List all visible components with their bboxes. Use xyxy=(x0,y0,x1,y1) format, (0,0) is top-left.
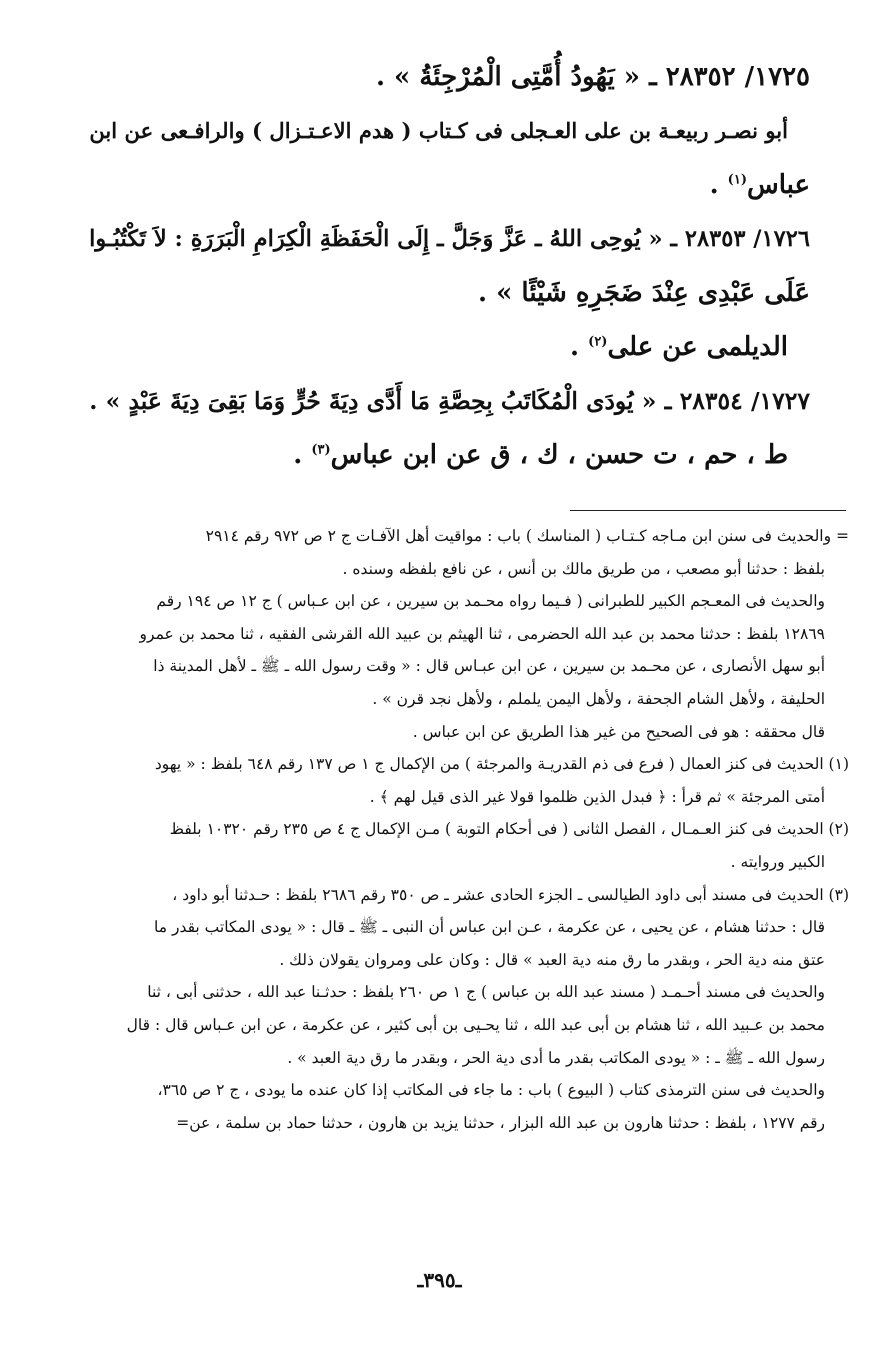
footnote-line: عتق منه دية الحر ، وبقدر ما رق منه دية العبد » قال : وكان على ومروان يقولان ذلك . xyxy=(279,950,825,969)
footnote-line: والحديث فى سنن الترمذى كتاب ( البيوع ) باب : ما جاء فى المكاتب إذا كان عنده ما يودى ، ج ٢ ص ٣٦٥، xyxy=(157,1081,825,1100)
source-1726 xyxy=(78,328,810,366)
footnote-line: رسول الله ـ ﷺ ـ : « يودى المكاتب بقدر ما أدى دية الحر ، وبقدر ما رق دية العبد » . xyxy=(287,1048,825,1067)
source-1725-cont xyxy=(78,166,810,204)
footnote-ref-3: (٣) xyxy=(311,442,331,458)
footnote-line: بلفظ : حدثنا أبو مصعب ، من طريق مالك بن أنس ، عن نافع بلفظه وسنده . xyxy=(342,559,825,578)
source-1726-text: الديلمى عن على xyxy=(607,332,788,362)
footnote-3: (٣) الحديث فى مسند أبى داود الطيالسى ـ الجزء الحادى عشر ـ ص ٣٥٠ رقم ٢٦٨٦ بلفظ : حـدثنا أبو داود ، xyxy=(172,885,849,904)
footnote-2: (٢) الحديث فى كنز العـمـال ، الفصل الثانى ( فى أحكام التوبة ) مـن الإكمال ج ٤ ص ٢٣٥ رقم ١٠٣٢٠ بلفظ xyxy=(169,820,849,839)
footnote-line: قال : حدثنا هشام ، عن يحيى ، عن عكرمة ، عـن ابن عباس أن النبى ـ ﷺ ـ قال : « يودى المكاتب بقدر ما xyxy=(154,918,825,937)
period: . xyxy=(709,170,728,200)
footnote-separator xyxy=(570,510,846,511)
page-number: ـ٣٩٥ـ xyxy=(417,1268,462,1292)
footnote-line: رقم ١٢٧٧ ، بلفظ : حدثنا هارون بن عبد الله البزار ، حدثنا يزيد بن هارون ، حدثنا حماد بن سلمة ، عن= xyxy=(176,1113,825,1132)
footnote-ref-2: (٢) xyxy=(588,334,608,350)
footnote-line: أمتى المرجئة » ثم قرأ : ﴿ فبدل الذين ظلموا قولا غير الذى قيل لهم ﴾ . xyxy=(369,787,825,806)
period: . xyxy=(570,332,589,362)
hadith-1726: ١٧٢٦/ ٢٨٣٥٣ ـ « يُوحِى اللهُ ـ عَزَّ وَجَلَّ ـ إِلَى الْحَفَظَةِ الْكِرَامِ الْبَرَرَةِ : لاَ تَكْتُبُـوا xyxy=(89,226,810,252)
hadith-1726-cont: عَلَى عَبْدِى عِنْدَ ضَجَرِهِ شَيْئًا » . xyxy=(478,278,810,308)
period: . xyxy=(293,440,312,470)
footnotes xyxy=(64,520,849,1139)
footnote-line: قال محققه : هو فى الصحيح من غير هذا الطريق عن ابن عباس . xyxy=(412,722,825,741)
hadith-1727: ١٧٢٧/ ٢٨٣٥٤ ـ « يُودَى الْمُكَاتَبُ بِحِصَّةِ مَا أَدَّى دِيَةَ حُرٍّ وَمَا بَقِىَ دِيَةَ عَبْدٍ » . xyxy=(89,387,810,415)
hadith-1725: ١٧٢٥/ ٢٨٣٥٢ ـ « يَهُودُ أُمَّتِى الْمُرْجِئَةُ » . xyxy=(375,62,810,92)
footnote-line: الحليفة ، ولأهل الشام الجحفة ، ولأهل اليمن يلملم ، ولأهل نجد قرن » . xyxy=(372,689,825,708)
footnote-line: والحديث فى مسند أحـمـد ( مسند عبد الله بن عباس ) ج ١ ص ٢٦٠ بلفظ : حدثـنا عبد الله ، حدثنى أبى ، ثنا xyxy=(147,983,825,1002)
source-1725-end: عباس xyxy=(746,170,810,200)
footnote-line: أبو سهل الأنصارى ، عن محـمد بن سيرين ، عن ابن عبـاس قال : « وقت رسول الله ـ ﷺ ـ لأهل المدينة ذا xyxy=(153,657,825,676)
footnote-line: الكبير وروايته . xyxy=(730,852,825,871)
source-1725: أبو نصـر ربيعـة بن على العـجلى فى كـتاب ( هدم الاعـتـزال ) والرافـعى عن ابن xyxy=(89,118,788,143)
footnote-line: ١٢٨٦٩ بلفظ : حدثنا محمد بن عبد الله الحضرمى ، ثنا الهيثم بن عبيد الله القرشى الفقيه ، ثنا محمد بن عمرو xyxy=(139,624,825,643)
source-1727 xyxy=(78,436,810,474)
footnote-ref-1: (١) xyxy=(727,172,747,188)
footnote-1: (١) الحديث فى كنز العمال ( فرع فى ذم القدريـة والمرجئة ) من الإكمال ج ١ ص ١٣٧ رقم ٦٤٨ بلفظ : « يهود xyxy=(154,755,849,774)
footnote-line: = والحديث فى سنن ابن مـاجه كـتـاب ( المناسك ) باب : مواقيت أهل الآفـات ج ٢ ص ٩٧٢ رقم ٢٩١٤ xyxy=(205,527,849,545)
footnote-line: والحديث فى المعـجم الكبير للطبرانى ( فـيما رواه محـمد بن سيرين ، عن ابن عـباس ) ج ١٢ ص ١٩٤ رقم xyxy=(156,592,825,611)
footnote-line: محمد بن عـبيد الله ، ثنا هشام بن أبى عبد الله ، ثنا يحـيى بن أبى كثير ، عن عكرمة ، عن ابن عـباس قال : قال xyxy=(126,1015,825,1034)
source-1727-text: ط ، حم ، ت حسن ، ك ، ق عن ابن عباس xyxy=(330,440,788,470)
main-text xyxy=(78,58,810,490)
